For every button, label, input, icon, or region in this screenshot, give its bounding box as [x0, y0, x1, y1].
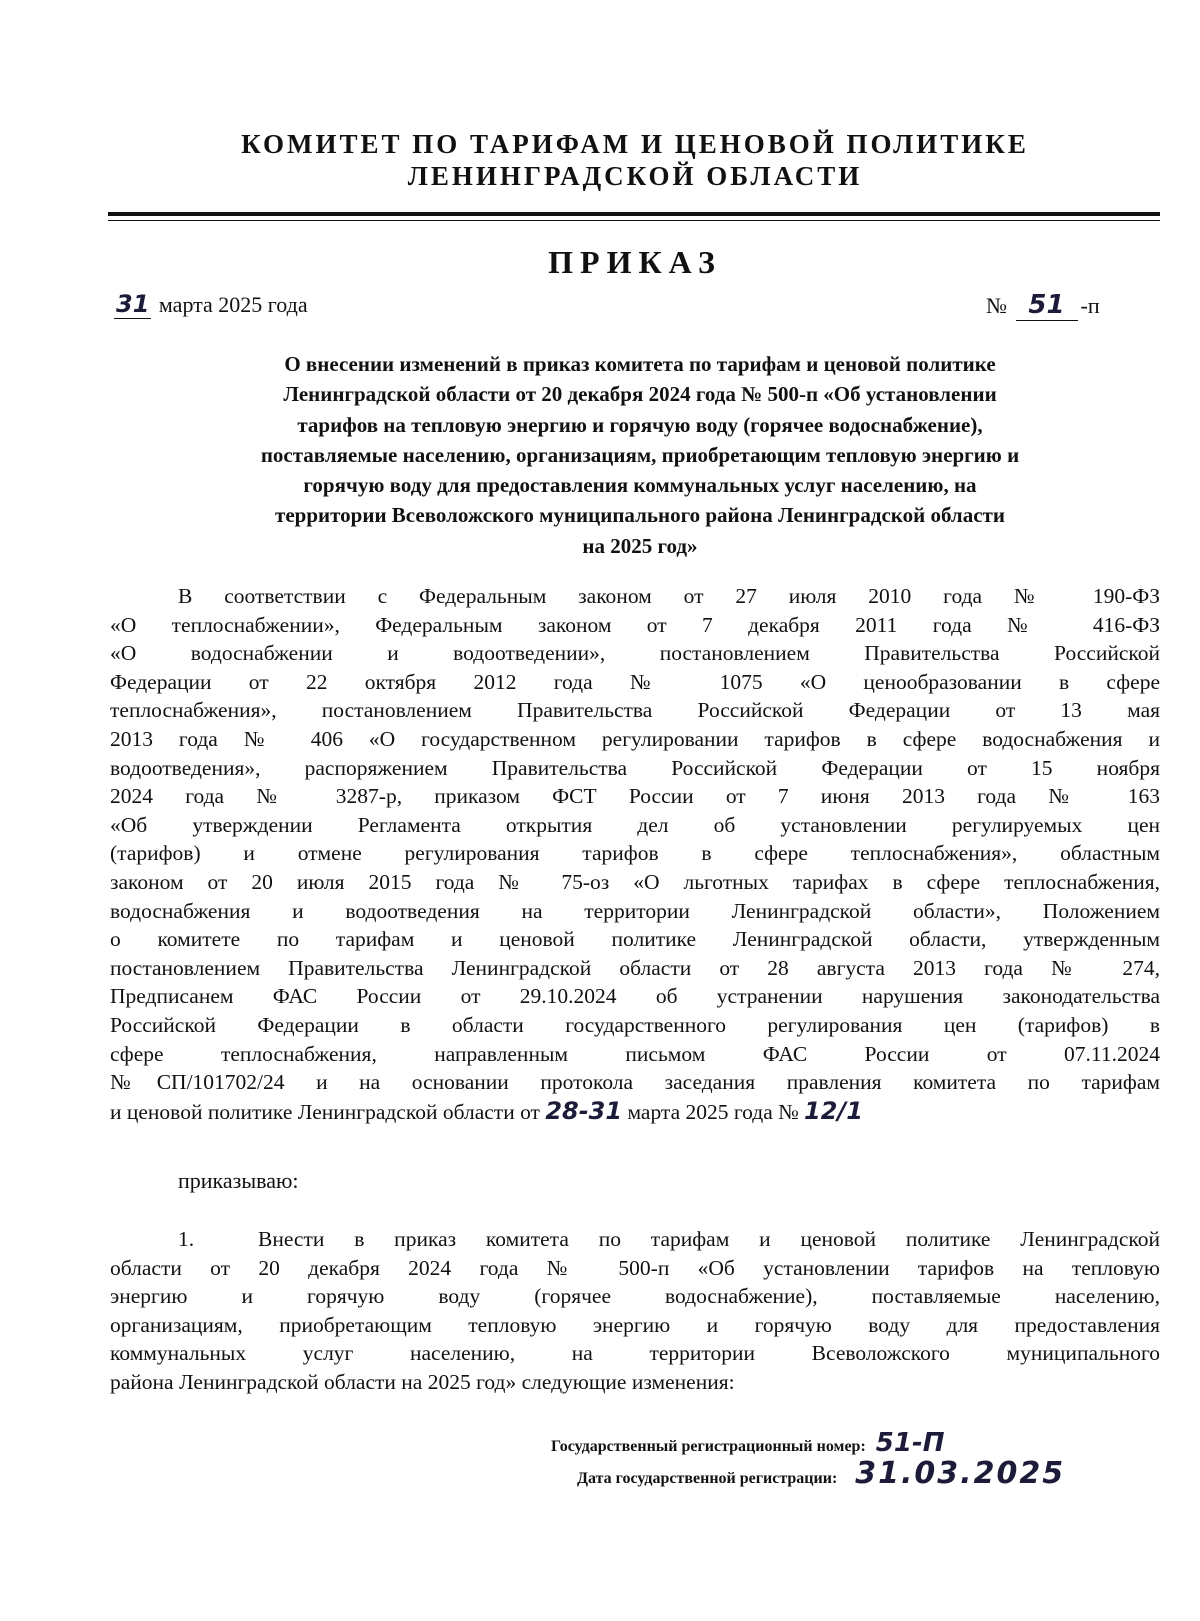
header-rule-thin	[108, 220, 1160, 221]
preamble-line: В соответствии с Федеральным законом от 27 июля 2010 года № 190-ФЗ	[178, 584, 1160, 608]
subject-line: Ленинградской области от 20 декабря 2024 года № 500-п «Об установлении	[283, 382, 997, 407]
preamble-line: водоснабжения и водоотведения на территории Ленинградской области», Положением	[110, 898, 1160, 923]
preamble-line: Федерации от 22 октября 2012 года № 1075 «О ценообразовании в сфере	[110, 669, 1160, 694]
preamble-line: сфере теплоснабжения, направленным письмом ФАС России от 07.11.2024	[110, 1041, 1160, 1066]
committee-heading	[110, 128, 1160, 192]
date-rest: марта 2025 года	[153, 292, 308, 317]
subject-line: территории Всеволожского муниципального района Ленинградской области	[275, 503, 1005, 528]
preamble-line: «Об утверждении Регламента открытия дел об установлении регулируемых цен	[110, 812, 1160, 837]
preamble-line: «О теплоснабжении», Федеральным законом от 7 декабря 2011 года № 416-ФЗ	[110, 612, 1160, 637]
preamble-line: теплоснабжения», постановлением Правительства Российской Федерации от 13 мая	[110, 698, 1160, 723]
registration-number-label: Государственный регистрационный номер:	[551, 1438, 866, 1455]
order-date	[114, 290, 308, 319]
order-number	[986, 290, 1100, 321]
registration-number-row	[551, 1428, 1065, 1456]
preamble-line: 2013 года № 406 «О государственном регулировании тарифов в сфере водоснабжения и	[110, 726, 1160, 751]
item-1-line: энергию и горячую воду (горячее водоснабжение), поставляемые населению,	[110, 1284, 1160, 1309]
order-word: приказываю:	[178, 1168, 299, 1193]
item-1-paragraph	[110, 1225, 1160, 1397]
preamble-line: Российской Федерации в области государственного регулирования цен (тарифов) в	[110, 1012, 1160, 1037]
registration-date-row	[551, 1456, 1066, 1491]
preamble-line: о комитете по тарифам и ценовой политике Ленинградской области, утвержденным	[110, 927, 1160, 952]
last-line-start: и ценовой политике Ленинградской области от	[110, 1099, 546, 1124]
item-1-line: организациям, приобретающим тепловую энергию и горячую воду для предоставления	[110, 1312, 1160, 1337]
preamble-last-line	[110, 1097, 1160, 1127]
last-line-middle: марта 2025 года №	[622, 1099, 805, 1124]
number-handwritten: 51	[1016, 290, 1078, 321]
subject-line: О внесении изменений в приказ комитета по тарифам и ценовой политике	[284, 352, 996, 376]
preamble-line: (тарифов) и отмене регулирования тарифов в сфере теплоснабжения», областным	[110, 841, 1160, 866]
subject-line: на 2025 год»	[582, 533, 698, 558]
committee-line-2: ЛЕНИНГРАДСКОЙ ОБЛАСТИ	[407, 161, 863, 191]
registration-stamp	[551, 1428, 1066, 1491]
item-1-number: 1.	[178, 1227, 195, 1251]
number-suffix: -п	[1080, 293, 1100, 318]
preamble-line: водоотведения», распоряжением Правительства Российской Федерации от 15 ноября	[110, 755, 1160, 780]
subject-line: горячую воду для предоставления коммунальных услуг населению, на	[303, 473, 977, 498]
date-day-handwritten: 31	[116, 290, 150, 318]
preamble-line: №СП/101702/24 и на основании протокола заседания правления комитета по тарифам	[110, 1070, 1160, 1095]
preamble-line: 2024 года № 3287-р, приказом ФСТ России от 7 июня 2013 года № 163	[110, 784, 1160, 809]
order-subject	[120, 349, 1160, 561]
registration-number-handwritten: 51-П	[875, 1428, 945, 1458]
registration-date-handwritten: 31.03.2025	[855, 1456, 1066, 1491]
item-1-line: области от 20 декабря 2024 года № 500-п «Об установлении тарифов на тепловую	[110, 1255, 1160, 1280]
item-1-line	[110, 1225, 1160, 1254]
preamble-line: постановлением Правительства Ленинградской области от 28 августа 2013 года № 274,	[110, 955, 1160, 980]
preamble-line: «О водоснабжении и водоотведении», постановлением Правительства Российской	[110, 641, 1160, 666]
item-1-first-text: Внести в приказ комитета по тарифам и ценовой политике Ленинградской	[258, 1227, 1160, 1251]
header-rule-thick	[108, 212, 1160, 216]
number-prefix: №	[986, 293, 1007, 318]
committee-line-1: КОМИТЕТ ПО ТАРИФАМ И ЦЕНОВОЙ ПОЛИТИКЕ	[241, 129, 1029, 159]
protocol-number-handwritten: 12/1	[804, 1096, 863, 1125]
subject-line: тарифов на тепловую энергию и горячую воду (горячее водоснабжение),	[297, 412, 983, 437]
preamble-paragraph	[110, 582, 1160, 1126]
subject-line: поставляемые населению, организациям, приобретающим тепловую энергию и	[260, 442, 1020, 467]
protocol-day-handwritten: 28-31	[545, 1096, 623, 1125]
preamble-line: Предписанем ФАС России от 29.10.2024 об устранении нарушения законодательства	[110, 984, 1160, 1009]
item-1-line: коммунальных услуг населению, на территории Всеволожского муниципального	[110, 1341, 1160, 1366]
order-title: ПРИКАЗ	[548, 244, 722, 280]
item-1-line: района Ленинградской области на 2025 год» следующие изменения:	[110, 1369, 735, 1394]
registration-date-label: Дата государственной регистрации:	[577, 1470, 838, 1487]
preamble-line: законом от 20 июля 2015 года № 75-оз «О льготных тарифах в сфере теплоснабжения,	[110, 869, 1160, 894]
